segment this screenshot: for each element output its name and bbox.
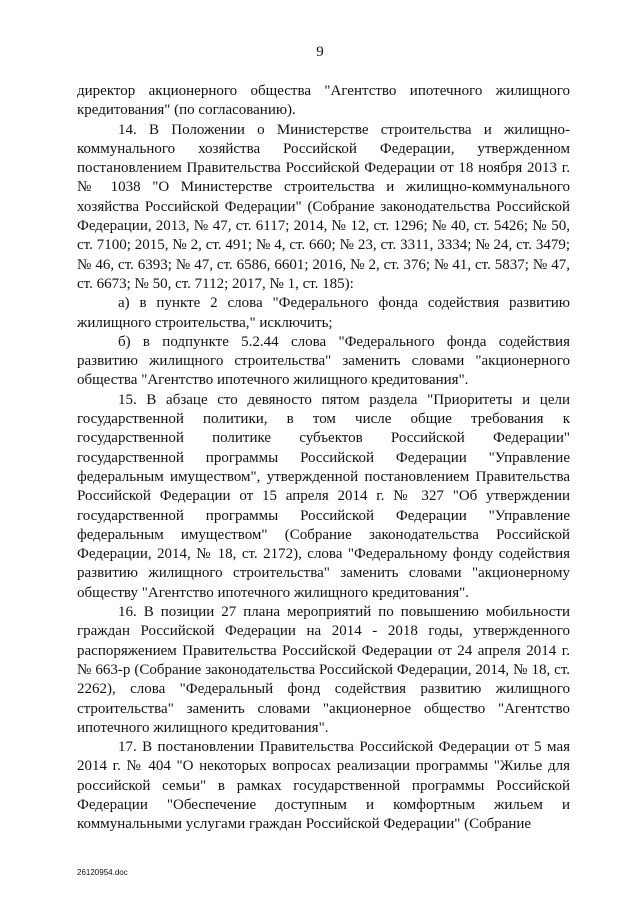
paragraph-item-17: 17. В постановлении Правительства Российской Федерации от 5 мая 2014 г. № 404 "О некоторых вопросах реализации программы "Жилье для российской семьи" в рамках государственной программы Российской Федерации "Обеспечение доступным и комфортным жильем и коммунальными услугами граждан Российской Федерации" (Собрание bbox=[77, 739, 570, 833]
paragraph-item-16: 16. В позиции 27 плана мероприятий по повышению мобильности граждан Российской Федерации на 2014 - 2018 годы, утвержденного распоряжением Правительства Российской Федерации от 24 апреля 2014 г. № 663-р (Собрание законодательства Российской Федерации, 2014, № 18, ст. 2262), слова "Федеральный фонд содействия развитию жилищного строительства" заменить словами "акционерное общество "Агентство ипотечного жилищного кредитования". bbox=[77, 604, 570, 736]
paragraph-item-14: 14. В Положении о Министерстве строительства и жилищно-коммунального хозяйства Российской Федерации, утвержденном постановлением Правительства Российской Федерации от 18 ноября 2013 г. № 1038 "О Министерстве строительства и жилищно-коммунального хозяйства Российской Федерации" (Собрание законодательства Российской Федерации, 2013, № 47, ст. 6117; 2014, № 12, ст. 1296; № 40, ст. 5426; № 50, ст. 7100; 2015, № 2, ст. 491; № 4, ст. 660; № 23, ст. 3311, 3334; № 24, ст. 3479; № 46, ст. 6393; № 47, ст. 6586, 6601; 2016, № 2, ст. 376; № 41, ст. 5837; № 47, ст. 6673; № 50, ст. 7112; 2017, № 1, ст. 185): bbox=[77, 121, 570, 292]
document-file-code: 26120954.doc bbox=[77, 868, 128, 877]
paragraph-continuation: директор акционерного общества "Агентство ипотечного жилищного кредитования" (по согласованию). bbox=[77, 83, 570, 119]
paragraph-item-15: 15. В абзаце сто девяносто пятом раздела "Приоритеты и цели государственной политики, в том числе общие требования к государственной политике субъектов Российской Федерации" государственной программы Российской Федерации "Управление федеральным имуществом", утвержденной постановлением Правительства Российской Федерации от 15 апреля 2014 г. № 327 "Об утверждении государственной программы Российской Федерации "Управление федеральным имуществом" (Собрание законодательства Российской Федерации, 2014, № 18, ст. 2172), слова "Федеральному фонду содействия развитию жилищного строительства" заменить словами "акционерному обществу "Агентство ипотечного жилищного кредитования". bbox=[77, 391, 570, 601]
page-number: 9 bbox=[316, 44, 324, 60]
paragraph-subitem-a: а) в пункте 2 слова "Федерального фонда содействия развитию жилищного строительства," исключить; bbox=[77, 295, 570, 331]
document-body bbox=[77, 82, 570, 835]
paragraph-subitem-b: б) в подпункте 5.2.44 слова "Федерального фонда содействия развитию жилищного строительства" заменить словами "акционерного общества "Агентство ипотечного жилищного кредитования". bbox=[77, 333, 570, 389]
